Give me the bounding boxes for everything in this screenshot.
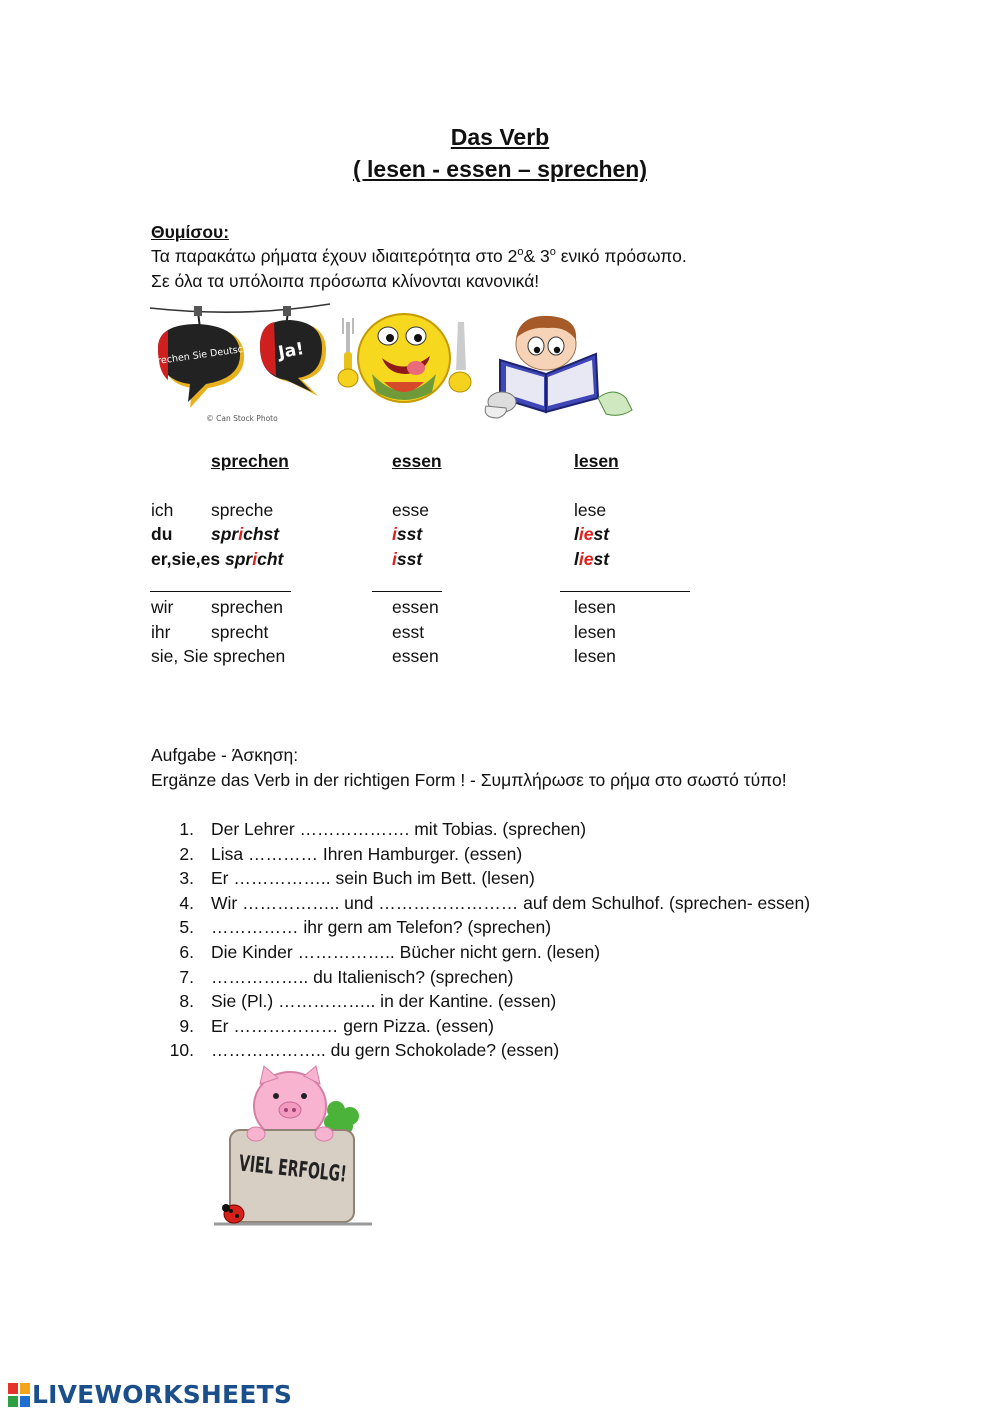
liveworksheets-logo[interactable] [8,1380,292,1409]
cell-ich-lesen: lese [574,500,607,520]
pronoun-wir: wir [151,597,174,617]
reminder-line-2: Σε όλα τα υπόλοιπα πρόσωπα κλίνονται κανονικά! [151,271,540,291]
exercise-item: 8. Sie (Pl.) …………….. in der Kantine. (essen) [179,991,557,1012]
boy-reading-illustration [480,314,638,422]
cell-sie-lesen: lesen [574,646,616,666]
eating-smiley-illustration [332,312,480,406]
separator-sprechen [150,591,291,592]
exercise-item: 2. Lisa ………… Ihren Hamburger. (essen) [179,843,523,864]
exercise-item: 4. Wir …………….. und …………………… auf dem Schulhof. (sprechen- essen) [179,892,811,913]
liveworksheets-logo-icon [8,1383,30,1407]
exercise-item: 5. …………… ihr gern am Telefon? (sprechen) [179,917,552,938]
cell-er-lesen: liest [574,549,610,569]
pronoun-er-sie-es: er,sie,es spricht [151,549,284,569]
exercise-item: 10. ……………….. du gern Schokolade? (essen) [169,1040,560,1061]
pig-good-luck-illustration [212,1064,410,1230]
page-subtitle: ( lesen - essen – sprechen) [352,156,647,182]
reminder-line-1: Τα παρακάτω ρήματα έχουν ιδιαιτερότητα στο $2^o\&$ $3^o$ ενικό πρόσωπο. [151,246,687,266]
exercise-item: 3. Er …………….. sein Buch im Bett. (lesen) [179,868,535,889]
exercise-text: Lisa ………… Ihren Hamburger. (essen) [211,843,523,864]
exercise-text: Wir …………….. und …………………… auf dem Schulhof. (sprechen- essen) [211,892,811,913]
cell-ich-essen: esse [392,500,429,520]
exercise-text: Die Kinder …………….. Bücher nicht gern. (lesen) [211,941,601,962]
cell-wir-lesen: lesen [574,597,616,617]
cell-sie-essen: essen [392,646,439,666]
liveworksheets-logo-text: LIVEWORKSHEETS [32,1380,293,1409]
exercise-text: …………… ihr gern am Telefon? (sprechen) [211,917,552,938]
image-credit: © Can Stock Photo [206,414,278,423]
header-sprechen: sprechen [211,451,289,471]
cell-wir-essen: essen [392,597,439,617]
pronoun-du: du [151,524,173,544]
exercise-text: Sie (Pl.) …………….. in der Kantine. (essen) [211,991,557,1012]
reminder-heading: Θυμίσου: [151,222,230,242]
bubble-right-text: Ja! [276,339,306,364]
exercise-item: 1. Der Lehrer ………………. mit Tobias. (sprechen) [179,819,587,839]
exercise-item: 9. Er ……………… gern Pizza. (essen) [179,1015,494,1036]
sign-text: VIEL ERFOLG! [237,1151,410,1195]
task-instruction: Ergänze das Verb in der richtigen Form ! - Συμπλήρωσε το ρήμα στο σωστό τύπο! [151,770,787,790]
exercise-text: Er ……………… gern Pizza. (essen) [211,1015,494,1036]
cell-er-essen: isst [392,549,423,569]
exercise-text: Er …………….. sein Buch im Bett. (lesen) [211,868,535,889]
exercise-list [160,819,920,1065]
cell-ihr-lesen: lesen [574,622,616,642]
pronoun-sie-Sie: sie, Sie sprechen [151,646,286,666]
task-heading: Aufgabe - Άσκηση: [151,745,299,765]
cell-ihr-sprechen: sprecht [211,622,269,642]
page-title: Das Verb [450,124,550,150]
pronoun-ich: ich [151,500,174,520]
cell-wir-sprechen: sprechen [211,597,283,617]
cell-du-sprechen: sprichst [211,524,280,544]
separator-lesen [560,591,690,592]
exercise-text: ……………….. du gern Schokolade? (essen) [211,1040,560,1061]
speech-bubbles-illustration [144,296,334,424]
exercise-item: 6. Die Kinder …………….. Bücher nicht gern. (lesen) [179,941,601,962]
cell-du-essen: isst [392,524,423,544]
separator-essen [372,591,442,592]
cell-ihr-essen: esst [392,622,425,642]
exercise-item: 7. …………….. du Italienisch? (sprechen) [179,966,514,987]
header-essen: essen [392,451,442,471]
header-lesen: lesen [574,451,619,471]
exercise-text: …………….. du Italienisch? (sprechen) [211,966,514,987]
pronoun-ihr: ihr [151,622,171,642]
cell-ich-sprechen: spreche [211,500,274,520]
bubble-left-text: Sprechen Sie Deutsch? [144,342,255,369]
exercise-text: Der Lehrer ………………. mit Tobias. (sprechen) [211,819,587,839]
cell-du-lesen: liest [574,524,610,544]
